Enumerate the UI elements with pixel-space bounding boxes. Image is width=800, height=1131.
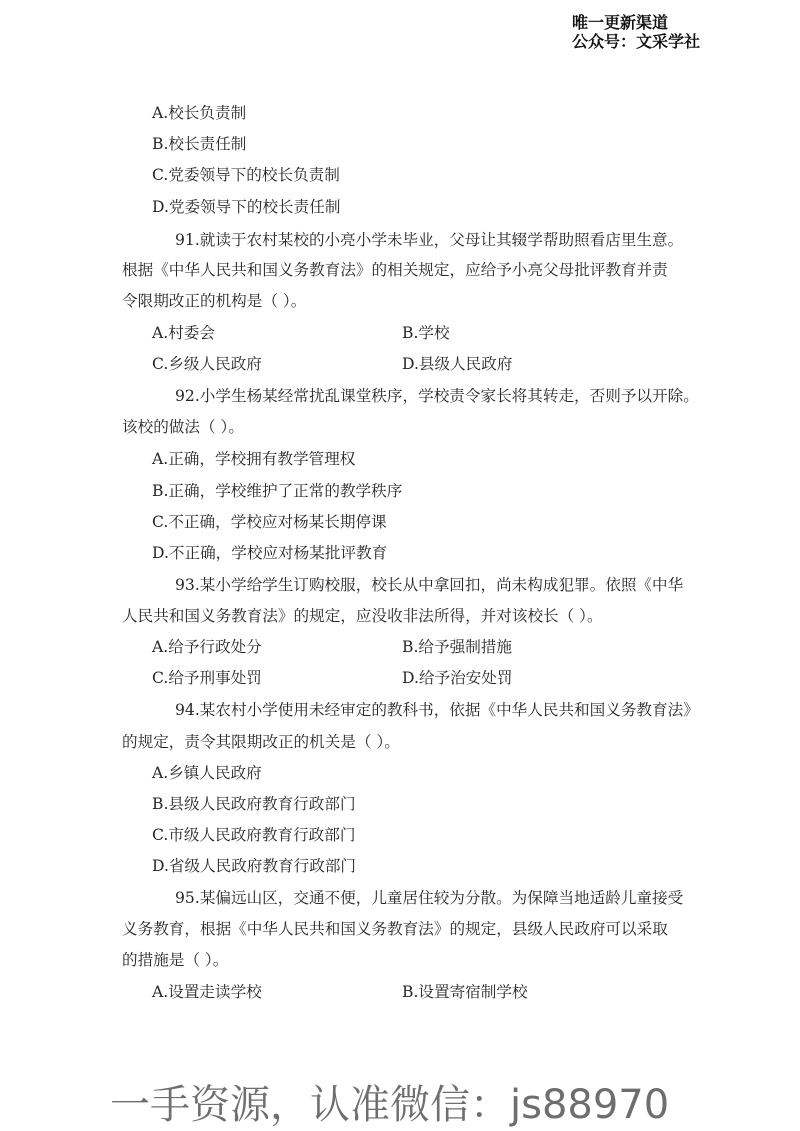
question-93-option-b: B.给予强制措施	[402, 638, 512, 656]
question-93-option-c: C.给予刑事处罚	[152, 669, 262, 687]
header-watermark-line2: 公众号：文采学社	[572, 32, 701, 51]
question-91-option-b: B.学校	[402, 324, 450, 342]
question-91-line-1: 91.就读于农村某校的小亮小学未毕业，父母让其辍学帮助照看店里生意。	[175, 231, 684, 249]
question-94-option-d: D.省级人民政府教育行政部门	[152, 857, 357, 875]
question-92-option-a: A.正确，学校拥有教学管理权	[152, 450, 356, 468]
question-95-line-3: 的措施是（ ）。	[122, 951, 229, 969]
question-91-line-2: 根据《中华人民共和国义务教育法》的相关规定，应给予小亮父母批评教育并责	[122, 261, 668, 279]
question-94-line-1: 94.某农村小学使用未经审定的教科书，依据《中华人民共和国义务教育法》	[175, 701, 699, 719]
question-95-line-2: 义务教育，根据《中华人民共和国义务教育法》的规定，县级人民政府可以采取	[122, 920, 668, 938]
question-93-line-1: 93.某小学给学生订购校服，校长从中拿回扣，尚未构成犯罪。依照《中华	[175, 576, 684, 594]
question-95-option-a: A.设置走读学校	[152, 983, 262, 1001]
question-94-option-a: A.乡镇人民政府	[152, 764, 262, 782]
question-91-option-c: C.乡级人民政府	[152, 355, 262, 373]
question-95-line-1: 95.某偏远山区，交通不便，儿童居住较为分散。为保障当地适龄儿童接受	[175, 889, 684, 907]
question-95-option-b: B.设置寄宿制学校	[402, 983, 528, 1001]
header-watermark-line1: 唯一更新渠道	[572, 13, 669, 32]
question-93-line-2: 人民共和国义务教育法》的规定，应没收非法所得，并对该校长（ ）。	[122, 607, 603, 625]
question-93-option-d: D.给予治安处罚	[402, 669, 513, 687]
prev-option-b: B.校长责任制	[152, 135, 247, 153]
question-91-option-d: D.县级人民政府	[402, 355, 513, 373]
question-91-option-a: A.村委会	[152, 324, 215, 342]
prev-option-c: C.党委领导下的校长负责制	[152, 166, 340, 184]
question-92-line-1: 92.小学生杨某经常扰乱课堂秩序，学校责令家长将其转走，否则予以开除。	[175, 387, 699, 405]
prev-option-d: D.党委领导下的校长责任制	[152, 198, 341, 216]
question-91-line-3: 令限期改正的机构是（ ）。	[122, 292, 307, 310]
prev-option-a: A.校长负责制	[152, 104, 247, 122]
question-92-line-2: 该校的做法（ ）。	[122, 418, 244, 436]
question-92-option-b: B.正确，学校维护了正常的教学秩序	[152, 482, 403, 500]
question-92-option-c: C.不正确，学校应对杨某长期停课	[152, 513, 387, 531]
question-94-option-c: C.市级人民政府教育行政部门	[152, 826, 356, 844]
question-94-line-2: 的规定，责令其限期改正的机关是（ ）。	[122, 733, 400, 751]
question-93-option-a: A.给予行政处分	[152, 638, 262, 656]
question-92-option-d: D.不正确，学校应对杨某批评教育	[152, 544, 388, 562]
footer-watermark: 一手资源，认准微信：js88970	[110, 1082, 670, 1128]
question-94-option-b: B.县级人民政府教育行政部门	[152, 795, 356, 813]
